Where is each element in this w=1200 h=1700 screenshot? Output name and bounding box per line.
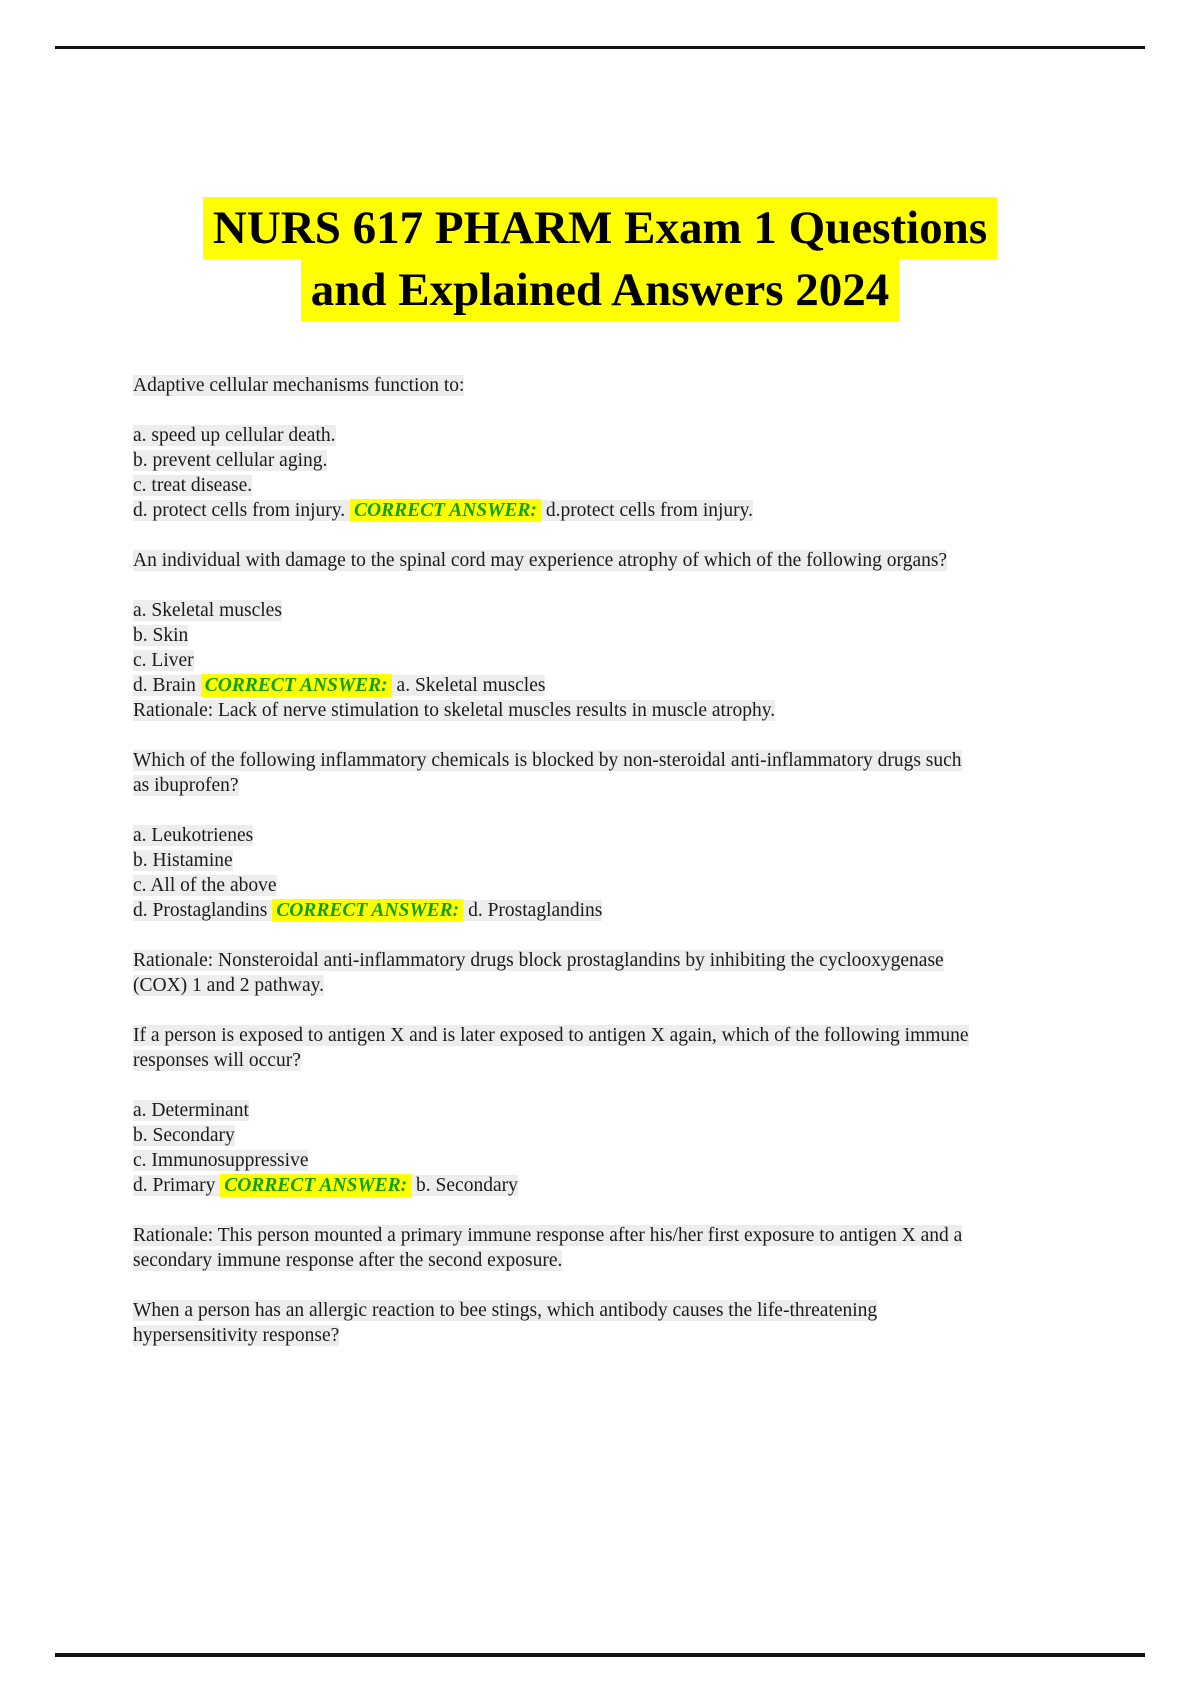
correct-answer-label: CORRECT ANSWER: (272, 899, 463, 922)
question-3 (133, 748, 973, 798)
question-1-answer-text: d.protect cells from injury. (540, 500, 754, 521)
question-3-option-c: c. All of the above (133, 875, 277, 896)
question-2-option-d: d. Brain (133, 675, 201, 696)
question-3-options (133, 823, 973, 923)
question-2 (133, 548, 973, 573)
question-2-text: An individual with damage to the spinal cord may experience atrophy of which of the following organs? (133, 550, 948, 571)
question-1 (133, 373, 973, 398)
question-4-option-d: d. Primary (133, 1175, 221, 1196)
question-3-text: Which of the following inflammatory chemicals is blocked by non-steroidal anti-inflammatory drugs such as ibuprofen? (133, 750, 962, 796)
question-4-option-a: a. Determinant (133, 1100, 249, 1121)
question-3-rationale-para (133, 948, 973, 998)
correct-answer-label: CORRECT ANSWER: (201, 674, 392, 697)
question-2-option-b: b. Skin (133, 625, 189, 646)
question-4-rationale-para (133, 1223, 973, 1273)
question-2-option-a: a. Skeletal muscles (133, 600, 282, 621)
question-2-option-c: c. Liver (133, 650, 194, 671)
question-1-option-b: b. prevent cellular aging. (133, 450, 328, 471)
question-1-option-a: a. speed up cellular death. (133, 425, 336, 446)
question-4-option-b: b. Secondary (133, 1125, 235, 1146)
document-title-line1: NURS 617 PHARM Exam 1 Questions (203, 197, 997, 259)
question-3-option-b: b. Histamine (133, 850, 233, 871)
question-1-options (133, 423, 973, 523)
correct-answer-label: CORRECT ANSWER: (350, 499, 541, 522)
bottom-border-line (55, 1653, 1145, 1657)
document-body (133, 373, 973, 1348)
question-4 (133, 1023, 973, 1073)
question-2-options (133, 598, 973, 723)
question-4-answer-text: b. Secondary (411, 1175, 518, 1196)
correct-answer-label: CORRECT ANSWER: (220, 1174, 411, 1197)
question-4-options (133, 1098, 973, 1198)
question-1-option-d: d. protect cells from injury. (133, 500, 350, 521)
question-3-answer-text: d. Prostaglandins (463, 900, 603, 921)
question-1-text: Adaptive cellular mechanisms function to: (133, 375, 465, 396)
question-2-answer-text: a. Skeletal muscles (391, 675, 546, 696)
question-4-option-c: c. Immunosuppressive (133, 1150, 309, 1171)
question-5 (133, 1298, 973, 1348)
question-2-rationale: Rationale: Lack of nerve stimulation to skeletal muscles results in muscle atrophy. (133, 700, 776, 721)
question-4-text: If a person is exposed to antigen X and is later exposed to antigen X again, which of the following immune responses will occur? (133, 1025, 969, 1071)
question-3-rationale: Rationale: Nonsteroidal anti-inflammatory drugs block prostaglandins by inhibiting the cyclooxygenase (COX) 1 and 2 pathway. (133, 950, 944, 996)
question-4-rationale: Rationale: This person mounted a primary immune response after his/her first exposure to antigen X and a secondary immune response after the second exposure. (133, 1225, 963, 1271)
top-border-line (55, 46, 1145, 49)
question-1-option-c: c. treat disease. (133, 475, 253, 496)
question-3-option-d: d. Prostaglandins (133, 900, 273, 921)
document-title-line2: and Explained Answers 2024 (301, 259, 900, 321)
question-5-text: When a person has an allergic reaction to bee stings, which antibody causes the life-threatening hypersensitivity response? (133, 1300, 878, 1346)
question-3-option-a: a. Leukotrienes (133, 825, 254, 846)
